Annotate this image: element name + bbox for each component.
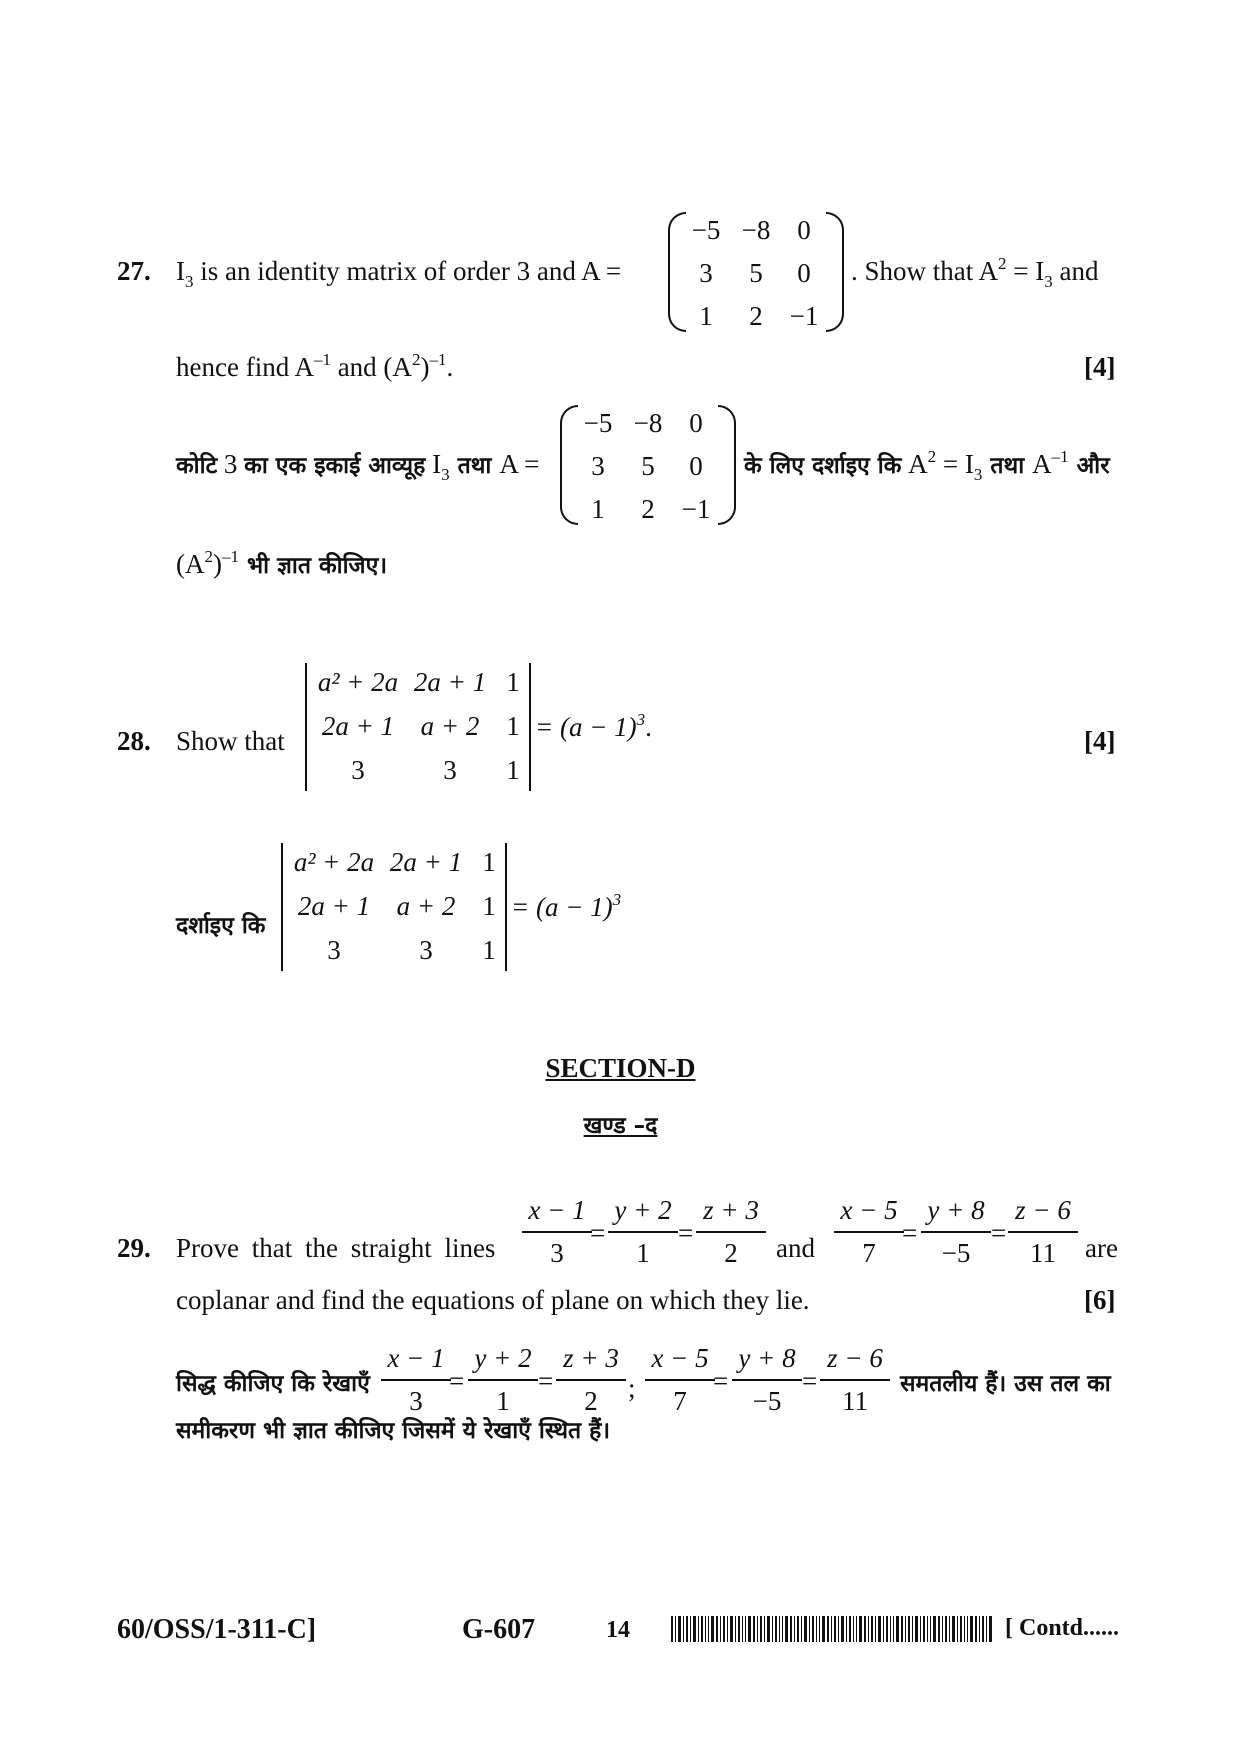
q27-matrix-hi — [560, 405, 736, 525]
numerator: x − 1 — [387, 1343, 445, 1373]
matrix-cell: −5 — [583, 408, 613, 438]
fraction-bar — [468, 1379, 538, 1381]
fraction — [834, 1197, 904, 1267]
q28-determinant-en — [305, 663, 531, 791]
matrix-cell: 3 — [699, 258, 713, 288]
matrix-cell: 0 — [689, 408, 703, 438]
hindi-number: 3 — [217, 449, 245, 479]
subscript: 3 — [1044, 272, 1053, 291]
matrix-cell: 0 — [689, 451, 703, 481]
q28-marks: [4] — [1084, 726, 1116, 756]
paren: ) — [213, 549, 222, 579]
section-title: SECTION-D — [545, 1053, 696, 1083]
semicolon: ; — [628, 1373, 636, 1403]
denominator: 1 — [636, 1238, 650, 1268]
matrix-cell: 1 — [699, 301, 713, 331]
fraction-bar — [645, 1379, 715, 1381]
numerator: z + 3 — [563, 1343, 619, 1373]
fraction-bar — [921, 1231, 991, 1233]
numerator: z − 6 — [1015, 1195, 1071, 1225]
denominator: 2 — [724, 1238, 738, 1268]
hindi-text: का एक इकाई आव्यूह — [244, 453, 426, 479]
denominator: 7 — [673, 1386, 687, 1416]
series-code: G-607 — [462, 1614, 536, 1645]
equals-sign: = — [590, 1218, 606, 1248]
q28-determinant-hi — [281, 843, 507, 971]
numerator: y + 8 — [738, 1343, 796, 1373]
matrix-cell: 3 — [591, 451, 605, 481]
det-cell: 1 — [506, 755, 520, 785]
det-cell: a + 2 — [420, 711, 480, 741]
fraction — [645, 1345, 715, 1415]
det-cell: 2a + 1 — [413, 667, 487, 697]
subscript: 3 — [185, 272, 194, 291]
left-bar — [305, 663, 307, 791]
q27-marks: [4] — [1084, 352, 1116, 382]
q27-english-line2 — [176, 350, 454, 382]
q27-hindi-line1-start — [176, 448, 540, 484]
fraction — [921, 1197, 991, 1267]
q27-text: . — [446, 352, 454, 382]
q27-number: 27. — [117, 256, 151, 286]
q27-text: is an identity matrix of order 3 and A = — [193, 256, 622, 286]
page-number: 14 — [606, 1617, 630, 1643]
fraction — [468, 1345, 538, 1415]
numerator: y + 2 — [474, 1343, 532, 1373]
denominator: 1 — [496, 1386, 510, 1416]
det-cell: 3 — [443, 755, 457, 785]
matrix-cell: −8 — [741, 215, 771, 245]
det-cell: 3 — [419, 935, 433, 965]
continued-label: [ Contd...... — [1005, 1615, 1120, 1641]
q29-hindi-line2: समीकरण भी ज्ञात कीजिए जिसमें ये रेखाएँ स्थित हैं। — [176, 1418, 611, 1444]
rhs-expression: = (a − 1) — [511, 892, 613, 922]
fraction-bar — [381, 1379, 451, 1381]
fraction — [522, 1197, 592, 1267]
matrix-symbol: A — [901, 449, 928, 479]
det-cell: a² + 2a — [293, 847, 375, 877]
identity-symbol: I — [176, 256, 185, 286]
numerator: z + 3 — [703, 1195, 759, 1225]
equals-sign: = — [713, 1366, 729, 1396]
denominator: 3 — [409, 1386, 423, 1416]
hindi-text: भी ज्ञात कीजिए। — [239, 553, 388, 579]
q27-text: . Show that A — [851, 256, 999, 286]
hindi-text: कोटि — [176, 453, 218, 479]
superscript: 3 — [636, 710, 646, 729]
matrix-cell: 2 — [749, 301, 763, 331]
identity-symbol: I — [425, 449, 442, 479]
numerator: y + 2 — [614, 1195, 672, 1225]
q27-text: and — [1052, 256, 1099, 286]
q27-text: hence find A — [176, 352, 314, 382]
equals-sign: = — [538, 1366, 554, 1396]
superscript: –1 — [222, 547, 239, 566]
matrix-label: A = — [499, 449, 540, 479]
matrix-cell: 5 — [749, 258, 763, 288]
det-cell: 1 — [482, 935, 496, 965]
det-cell: a² + 2a — [317, 667, 399, 697]
det-cell: a + 2 — [396, 891, 456, 921]
period: . — [645, 712, 652, 742]
fraction-bar — [732, 1379, 802, 1381]
numerator: x − 1 — [528, 1195, 586, 1225]
equals-sign: = — [678, 1218, 694, 1248]
q29-english-text: Prove that the straight lines — [176, 1233, 496, 1263]
barcode-image — [671, 1616, 993, 1642]
matrix-cell: −1 — [681, 494, 711, 524]
denominator: 11 — [842, 1386, 868, 1416]
q29-marks: [6] — [1084, 1285, 1116, 1315]
q29-hindi-text-a: सिद्ध कीजिए कि रेखाएँ — [176, 1371, 370, 1397]
denominator: 3 — [550, 1238, 564, 1268]
hindi-text: के लिए दर्शाइए कि — [744, 453, 902, 479]
det-cell: 3 — [351, 755, 365, 785]
numerator: x − 5 — [840, 1195, 898, 1225]
denominator: −5 — [752, 1386, 782, 1416]
denominator: −5 — [941, 1238, 971, 1268]
right-bar — [529, 663, 531, 791]
subscript: 3 — [973, 465, 983, 484]
fraction — [1008, 1197, 1078, 1267]
q27-hindi-line2 — [176, 548, 387, 580]
superscript: 3 — [612, 890, 622, 909]
matrix-cell: 1 — [591, 494, 605, 524]
det-cell: 1 — [482, 847, 496, 877]
subscript: 3 — [441, 465, 450, 484]
matrix-cell: 0 — [797, 258, 811, 288]
q27-hindi-line1-end — [744, 447, 1110, 484]
denominator: 2 — [584, 1386, 598, 1416]
matrix-cell: −8 — [633, 408, 663, 438]
fraction-bar — [1008, 1231, 1078, 1233]
fraction — [732, 1345, 802, 1415]
q29-hindi-text-b: समतलीय हैं। उस तल का — [900, 1371, 1111, 1397]
identity-symbol: = I — [936, 449, 974, 479]
q28-number: 28. — [117, 726, 151, 756]
q27-text: = I — [1006, 256, 1045, 286]
q28-english-text: Show that — [176, 726, 285, 756]
det-cell: 2a + 1 — [297, 891, 371, 921]
det-cell: 1 — [506, 711, 520, 741]
hindi-text: और — [1068, 453, 1110, 479]
matrix-cell: −1 — [789, 301, 819, 331]
matrix-cell: 2 — [641, 494, 655, 524]
equals-sign: = — [991, 1218, 1007, 1248]
fraction — [381, 1345, 451, 1415]
superscript: 2 — [927, 447, 937, 466]
q28-rhs-hi — [511, 890, 622, 922]
det-cell: 1 — [506, 667, 520, 697]
fraction — [696, 1197, 766, 1267]
equals-sign: = — [902, 1218, 918, 1248]
hindi-text: तथा — [449, 453, 500, 479]
matrix-symbol: A — [1032, 449, 1052, 479]
det-cell: 3 — [327, 935, 341, 965]
fraction-bar — [608, 1231, 678, 1233]
rhs-expression: = (a − 1) — [535, 712, 637, 742]
paper-code: 60/OSS/1-311-C] — [117, 1614, 317, 1645]
q29-number: 29. — [117, 1233, 151, 1263]
left-bar — [281, 843, 283, 971]
q29-are: are — [1085, 1233, 1118, 1263]
equals-sign: = — [802, 1366, 818, 1396]
q27-text: ) — [420, 352, 430, 382]
fraction-bar — [696, 1231, 766, 1233]
q28-rhs-en — [535, 710, 652, 742]
right-bar — [505, 843, 507, 971]
matrix-symbol: (A — [176, 549, 205, 579]
matrix-cell: −5 — [691, 215, 721, 245]
superscript: –1 — [1051, 447, 1069, 466]
q27-english-line1-end — [851, 254, 1099, 291]
equals-sign: = — [449, 1366, 465, 1396]
fraction — [608, 1197, 678, 1267]
det-cell: 2a + 1 — [389, 847, 463, 877]
numerator: x − 5 — [651, 1343, 709, 1373]
denominator: 11 — [1030, 1238, 1056, 1268]
q27-text: and (A — [330, 352, 412, 382]
q29-and: and — [776, 1233, 815, 1263]
section-title-hindi: खण्ड –द — [583, 1113, 658, 1139]
superscript: 2 — [998, 254, 1007, 273]
fraction-bar — [820, 1379, 890, 1381]
q27-english-line1 — [176, 256, 622, 291]
superscript: –1 — [313, 350, 331, 369]
numerator: z − 6 — [827, 1343, 883, 1373]
det-cell: 2a + 1 — [321, 711, 395, 741]
det-cell: 1 — [482, 891, 496, 921]
fraction-bar — [834, 1231, 904, 1233]
fraction — [556, 1345, 626, 1415]
matrix-cell: 5 — [641, 451, 655, 481]
q28-hindi-text: दर्शाइए कि — [176, 913, 266, 939]
fraction-bar — [522, 1231, 592, 1233]
superscript: 2 — [411, 350, 421, 369]
hindi-text: तथा — [982, 453, 1033, 479]
fraction-bar — [556, 1379, 626, 1381]
superscript: 2 — [204, 547, 213, 566]
superscript: –1 — [429, 350, 447, 369]
numerator: y + 8 — [927, 1195, 985, 1225]
denominator: 7 — [862, 1238, 876, 1268]
fraction — [820, 1345, 890, 1415]
q27-matrix-en — [668, 212, 844, 332]
q29-english-line2: coplanar and find the equations of plane on which they lie. — [176, 1285, 810, 1315]
matrix-cell: 0 — [797, 215, 811, 245]
